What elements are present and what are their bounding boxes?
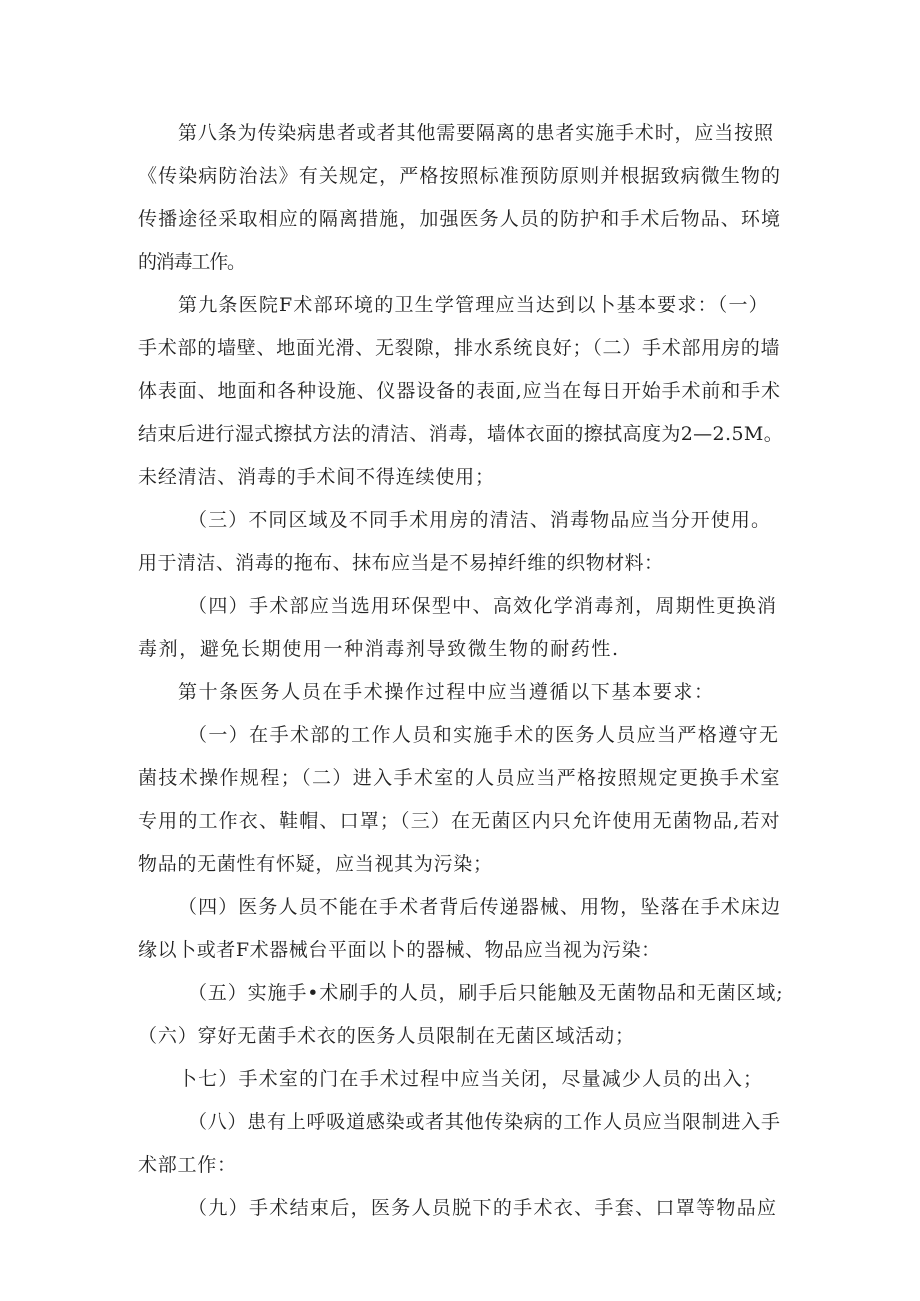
text-line: 术部工作： [138, 1154, 237, 1176]
text-line: 的消毒工作。 [138, 251, 245, 273]
text-line: 第十条医务人员在手术操作过程中应当遵循以下基本要求： [178, 681, 715, 703]
text-line: （三）不同区域及不同手术用房的清洁、消毒物品应当分开使用。 [188, 509, 772, 531]
text-line: 《传染病防治法》有关规定，严格按照标准预防原则并根据致病微生物的 [138, 165, 782, 187]
text-line: 专用的工作衣、鞋帽、口罩；（三）在无菌区内只允许使用无菌物品,若对 [138, 810, 781, 832]
text-line: 用于清洁、消毒的拖布、抹布应当是不易掉纤维的织物材料： [138, 552, 664, 574]
text-line: 物品的无菌性有怀疑，应当视其为污染； [138, 853, 493, 875]
text-line: 第八条为传染病患者或者其他需要隔离的患者实施手术时，应当按照 [178, 122, 774, 144]
text-line: （八）患有上呼吸道感染或者其他传染病的工作人员应当限制进入手 [188, 1111, 781, 1133]
text-line: 毒剂，避免长期使用一种消毒剂导致微生物的耐药性. [138, 638, 620, 660]
text-line: （六）穿好无菌手术衣的医务人员限制在无菌区域活动； [138, 1025, 635, 1047]
text-line: 第九条医院F术部环境的卫生学管理应当达到以卜基本要求：（一） [178, 294, 769, 316]
text-line: （九）手术结束后，医务人员脱下的手术衣、手套、口罩等物品应 [188, 1197, 778, 1219]
text-line: （五）实施手•术刷手的人员，刷手后只能触及无菌物品和无菌区域; [188, 982, 784, 1004]
text-line: 手术部的墙壁、地面光滑、无裂隙，排水系统良好；（二）手术部用房的墙 [138, 337, 781, 359]
text-line: 未经清洁、消毒的手术间不得连续使用； [138, 466, 495, 488]
text-line: （一）在手术部的工作人员和实施手术的医务人员应当严格遵守无 [188, 724, 780, 746]
text-line: 缘以卜或者F术器械台平面以卜的器械、物品应当视为污染： [138, 939, 661, 961]
text-line: 卜七）手术室的门在手术过程中应当关闭，尽量减少人员的出入； [178, 1068, 764, 1090]
text-line: （四）医务人员不能在手术者背后传递器械、用物，坠落在手术床边 [178, 896, 782, 918]
text-line: 体表面、地面和各种设施、仪器设备的表面,应当在每日开始手术前和手术 [138, 380, 781, 402]
text-line: 结束后进行湿式擦拭方法的清洁、消毒，墙体衣面的擦拭高度为2—2.5M。 [138, 423, 784, 445]
text-line: （四）手术部应当选用环保型中、高效化学消毒剂，周期性更换消 [188, 595, 778, 617]
text-line: 传播途径采取相应的隔离措施，加强医务人员的防护和手术后物品、环境 [138, 208, 782, 230]
text-line: 菌技术操作规程；（二）进入手术室的人员应当严格按照规定更换手术室 [138, 767, 781, 789]
